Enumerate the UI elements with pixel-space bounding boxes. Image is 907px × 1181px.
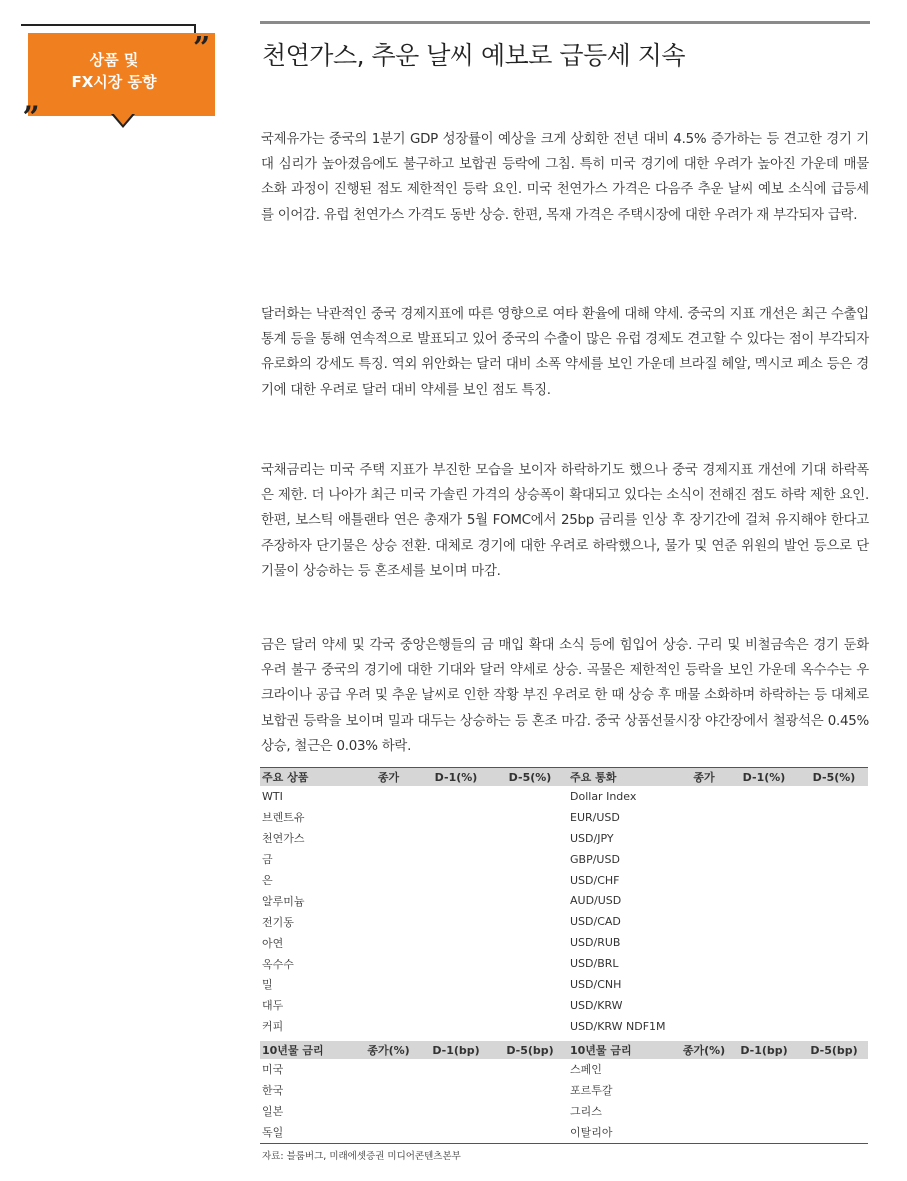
table-row [260, 1059, 868, 1080]
row-label: 한국 [262, 1084, 284, 1098]
value-cell [490, 890, 568, 911]
value-cell [490, 870, 568, 891]
value-cell [798, 870, 868, 891]
value-cell [490, 849, 568, 870]
row-label: 금 [262, 853, 273, 867]
value-cell [798, 911, 868, 932]
row-label: USD/CAD [570, 915, 621, 929]
table-row [260, 995, 868, 1016]
value-cell [678, 1059, 728, 1080]
value-cell [798, 1122, 868, 1143]
value-cell [678, 1101, 728, 1122]
paragraph-bonds: 국채금리는 미국 주택 지표가 부진한 모습을 보이자 하락하기도 했으나 중국 경제지표 개선에 기대 하락폭은 제한. 더 나아가 최근 미국 가솔린 가격의 상승폭이 확대되고 있다는 소식이 전해진 점도 하락 제한 요인. 한편, 보스틱 애틀랜타 연은 총재가 5월 FOMC에서 25bp 금리를 인상 후 장기간에 걸쳐 유지해야 한다고 주장하자 단기물은 상승 전환. 대체로 경기에 대한 우려로 하락했으나, 물가 및 연준 위원의 발언 등으로 단기물이 상승하는 등 혼조세를 보이며 마감. [261, 463, 869, 579]
header-currency: 주요 통화 [568, 768, 678, 787]
row-label: 스페인 [570, 1063, 602, 1077]
value-cell [798, 953, 868, 974]
value-cell [678, 828, 728, 849]
value-cell [678, 870, 728, 891]
header-close: 종가 [678, 768, 728, 787]
value-cell [420, 828, 490, 849]
value-cell [728, 849, 798, 870]
value-cell [490, 932, 568, 953]
value-cell [728, 807, 798, 828]
table-row [260, 1122, 868, 1143]
table-row [260, 1016, 868, 1037]
header-close: 종가(%) [678, 1041, 728, 1059]
value-cell [355, 932, 420, 953]
value-cell [678, 1080, 728, 1101]
header-rule [260, 21, 870, 24]
value-cell [678, 911, 728, 932]
value-cell [420, 849, 490, 870]
value-cell [420, 932, 490, 953]
value-cell [420, 1059, 490, 1080]
value-cell [420, 911, 490, 932]
value-cell [420, 974, 490, 995]
row-label: 일본 [262, 1105, 284, 1119]
value-cell [728, 870, 798, 891]
value-cell [678, 1122, 728, 1143]
row-label: EUR/USD [570, 810, 620, 824]
value-cell [728, 1059, 798, 1080]
value-cell [728, 1101, 798, 1122]
value-cell [355, 828, 420, 849]
header-d1: D-1(bp) [728, 1041, 798, 1059]
row-label: USD/JPY [570, 831, 614, 845]
row-label: USD/KRW [570, 998, 623, 1012]
value-cell [798, 1016, 868, 1037]
value-cell [490, 911, 568, 932]
value-cell [798, 974, 868, 995]
header-d1: D-1(bp) [420, 1041, 490, 1059]
table-row [260, 953, 868, 974]
value-cell [490, 995, 568, 1016]
value-cell [420, 1122, 490, 1143]
row-label: USD/CHF [570, 873, 620, 887]
value-cell [798, 786, 868, 807]
value-cell [728, 1122, 798, 1143]
commodities-fx-table [260, 767, 868, 1037]
value-cell [355, 1122, 420, 1143]
value-cell [728, 1016, 798, 1037]
value-cell [490, 1080, 568, 1101]
paragraph-fx: 달러화는 낙관적인 중국 경제지표에 따른 영향으로 여타 환율에 대해 약세. 중국의 지표 개선은 최근 수출입 통계 등을 통해 연속적으로 발표되고 있어 중국의 수출이 많은 유럽 경제도 견고할 수 있다는 점이 부각되자 유로화의 강세도 특징. 역외 위안화는 달러 대비 소폭 약세를 보인 가운데 브라질 헤알, 멕시코 페소 등은 경기에 대한 우려로 달러 대비 약세를 보인 점도 특징. [261, 307, 869, 398]
value-cell [355, 807, 420, 828]
open-quote-mark: ” [193, 31, 211, 66]
value-cell [678, 890, 728, 911]
value-cell [678, 995, 728, 1016]
value-cell [798, 828, 868, 849]
value-cell [490, 1101, 568, 1122]
value-cell [678, 974, 728, 995]
close-quote-mark: „ [23, 83, 41, 118]
value-cell [728, 974, 798, 995]
value-cell [678, 807, 728, 828]
row-label: 옥수수 [262, 957, 294, 971]
value-cell [420, 953, 490, 974]
badge-box [28, 33, 215, 116]
value-cell [678, 953, 728, 974]
value-cell [798, 932, 868, 953]
value-cell [355, 953, 420, 974]
section-badge [21, 24, 211, 134]
table-row [260, 932, 868, 953]
header-d5: D-5(bp) [798, 1041, 868, 1059]
row-label: AUD/USD [570, 894, 622, 908]
table-row [260, 1101, 868, 1122]
table-row [260, 786, 868, 807]
value-cell [420, 870, 490, 891]
row-label: USD/KRW NDF1M [570, 1019, 666, 1033]
table-row [260, 890, 868, 911]
row-label: 커피 [262, 1020, 284, 1034]
row-label: 대두 [262, 999, 284, 1013]
value-cell [420, 1080, 490, 1101]
value-cell [728, 911, 798, 932]
value-cell [355, 890, 420, 911]
table-row [260, 870, 868, 891]
badge-tail-fill [113, 113, 133, 125]
table-row [260, 849, 868, 870]
value-cell [678, 786, 728, 807]
row-label: 아연 [262, 936, 284, 950]
value-cell [728, 953, 798, 974]
value-cell [798, 849, 868, 870]
page-title: 천연가스, 추운 날씨 예보로 급등세 지속 [262, 41, 686, 70]
header-d1: D-1(%) [420, 768, 490, 787]
value-cell [355, 870, 420, 891]
header-close: 종가(%) [355, 1041, 420, 1059]
header-d5: D-5(%) [798, 768, 868, 787]
value-cell [798, 1080, 868, 1101]
header-d5: D-5(bp) [490, 1041, 568, 1059]
paragraph-metals: 금은 달러 약세 및 각국 중앙은행들의 금 매입 확대 소식 등에 힘입어 상승. 구리 및 비철금속은 경기 둔화 우려 불구 중국의 경기에 대한 기대와 달러 약세로 상승. 곡물은 제한적인 등락을 보인 가운데 옥수수는 우크라이나 공급 우려 및 추운 날씨로 인한 작황 부진 우려로 한 때 상승 후 매물 소화하며 하락하는 등 대체로 보합권 등락을 보이며 밀과 대두는 상승하는 등 혼조 마감. 중국 상품선물시장 야간장에서 철광석은 0.45% 상승, 철근은 0.03% 하락. [261, 638, 869, 754]
value-cell [490, 786, 568, 807]
value-cell [490, 1016, 568, 1037]
bond-yield-table [260, 1041, 868, 1144]
table-row [260, 911, 868, 932]
value-cell [798, 995, 868, 1016]
value-cell [490, 1059, 568, 1080]
value-cell [490, 974, 568, 995]
value-cell [728, 932, 798, 953]
value-cell [728, 890, 798, 911]
value-cell [490, 1122, 568, 1143]
row-label: 브렌트유 [262, 811, 305, 825]
value-cell [490, 828, 568, 849]
value-cell [355, 1101, 420, 1122]
table-header-row [260, 768, 868, 787]
value-cell [420, 807, 490, 828]
value-cell [728, 828, 798, 849]
value-cell [728, 1080, 798, 1101]
paragraph-oil: 국제유가는 중국의 1분기 GDP 성장률이 예상을 크게 상회한 전년 대비 4.5% 증가하는 등 견고한 경기 기대 심리가 높아졌음에도 불구하고 보합권 등락에 그침. 특히 미국 경기에 대한 우려가 높아진 가운데 매물 소화 과정이 진행된 점도 제한적인 등락 요인. 미국 천연가스 가격은 다음주 추운 날씨 예보 소식에 급등세를 이어감. 유럽 천연가스 가격도 동반 상승. 한편, 목재 가격은 주택시장에 대한 우려가 재 부각되자 급락. [261, 132, 869, 223]
value-cell [678, 1016, 728, 1037]
value-cell [355, 849, 420, 870]
value-cell [355, 786, 420, 807]
value-cell [678, 849, 728, 870]
row-label: 포르투갈 [570, 1084, 613, 1098]
header-10y-yield: 10년물 금리 [568, 1041, 678, 1059]
header-10y-yield: 10년물 금리 [260, 1041, 355, 1059]
row-label: 은 [262, 874, 273, 887]
row-label: USD/BRL [570, 957, 619, 971]
row-label: 전기동 [262, 915, 294, 929]
value-cell [420, 995, 490, 1016]
value-cell [490, 953, 568, 974]
table-row [260, 974, 868, 995]
row-label: USD/CNH [570, 977, 622, 991]
value-cell [420, 1016, 490, 1037]
value-cell [798, 807, 868, 828]
value-cell [798, 890, 868, 911]
table-row [260, 807, 868, 828]
value-cell [355, 1080, 420, 1101]
table-header-row [260, 1041, 868, 1059]
value-cell [420, 890, 490, 911]
row-label: WTI [262, 789, 283, 803]
value-cell [420, 786, 490, 807]
value-cell [355, 974, 420, 995]
header-d1: D-1(%) [728, 768, 798, 787]
header-d5: D-5(%) [490, 768, 568, 787]
row-label: USD/RUB [570, 936, 621, 950]
row-label: 독일 [262, 1126, 284, 1140]
row-label: 밀 [262, 978, 273, 992]
header-close: 종가 [355, 768, 420, 787]
value-cell [728, 786, 798, 807]
value-cell [728, 995, 798, 1016]
value-cell [355, 1059, 420, 1080]
value-cell [798, 1059, 868, 1080]
value-cell [490, 807, 568, 828]
value-cell [355, 911, 420, 932]
row-label: 알루미늄 [262, 894, 305, 908]
value-cell [678, 932, 728, 953]
value-cell [355, 1016, 420, 1037]
value-cell [420, 1101, 490, 1122]
row-label: 이탈리아 [570, 1126, 613, 1140]
table-row [260, 828, 868, 849]
table-row [260, 1080, 868, 1101]
row-label: 그리스 [570, 1105, 602, 1119]
row-label: 미국 [262, 1063, 284, 1077]
row-label: GBP/USD [570, 852, 620, 866]
source-note: 자료: 블룸버그, 미래에셋증권 미디어콘텐츠본부 [262, 1151, 461, 1162]
header-commodity: 주요 상품 [260, 768, 355, 787]
badge-label: 상품 및 FX시장 동향 [71, 51, 157, 91]
row-label: 천연가스 [262, 832, 305, 846]
value-cell [798, 1101, 868, 1122]
value-cell [355, 995, 420, 1016]
row-label: Dollar Index [570, 789, 637, 803]
